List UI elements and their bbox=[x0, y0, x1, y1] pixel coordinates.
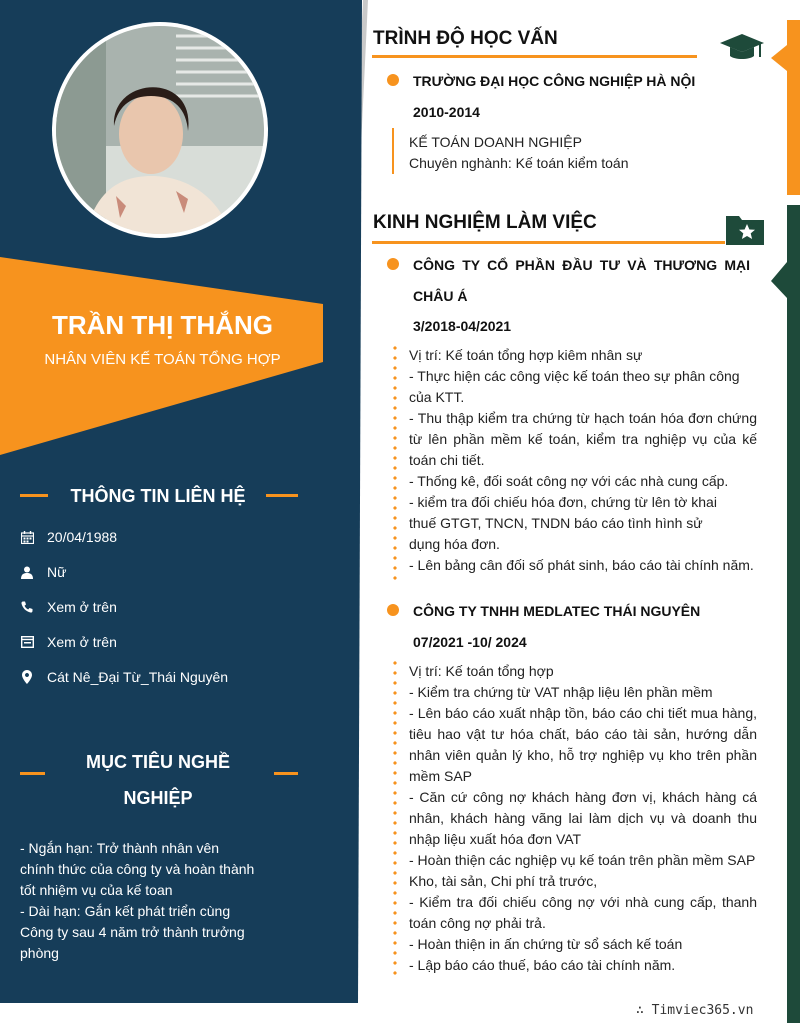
job-line: - Kiểm tra đối chiếu công nợ với nhà cung cấp, thanh bbox=[409, 894, 757, 910]
email-icon bbox=[20, 635, 34, 649]
experience-heading-underline bbox=[372, 241, 725, 244]
job-line: Kho, tài sản, Chi phí trả trước, bbox=[409, 873, 598, 889]
contact-gender bbox=[20, 561, 66, 583]
job-line: toán chi tiết. bbox=[409, 452, 485, 468]
job-description bbox=[409, 345, 757, 576]
calendar-icon bbox=[20, 530, 34, 544]
contact-phone bbox=[20, 596, 117, 618]
experience-heading: KINH NGHIỆM LÀM VIỆC bbox=[373, 212, 597, 233]
career-heading-dash-right bbox=[274, 772, 298, 775]
job-line: - Thống kê, đối soát công nợ với các nhà cung cấp. bbox=[409, 473, 729, 489]
career-heading-line: MỤC TIÊU NGHỀ bbox=[86, 752, 230, 772]
job-bullet bbox=[387, 604, 399, 616]
job-line: toán công nợ phải trả. bbox=[409, 915, 546, 931]
job-line: nhân viên quản lý kho, hỗ trợ nghiệp vụ kho trên phần bbox=[409, 747, 757, 763]
profile-name: TRẦN THỊ THẮNG bbox=[52, 310, 273, 340]
job-period: 3/2018-04/2021 bbox=[413, 318, 512, 334]
job-line: thuế GTGT, TNCN, TNDN báo cáo tình hình sử bbox=[409, 515, 703, 531]
job-line: mềm SAP bbox=[409, 768, 473, 784]
job-line: - Kiểm tra chứng từ VAT nhập liệu lên phần mềm bbox=[409, 684, 713, 700]
job-timeline-dots bbox=[393, 343, 397, 580]
contact-heading-dash-left bbox=[20, 494, 48, 497]
education-years: 2010-2014 bbox=[413, 104, 480, 120]
contact-heading: THÔNG TIN LIÊN HỆ bbox=[70, 486, 246, 506]
career-line: - Ngắn hạn: Trở thành nhân vên bbox=[20, 840, 220, 856]
job-line: tiêu hao vật tư hóa chất, báo cáo tài sản, hướng dẫn bbox=[409, 726, 757, 742]
career-line: tốt nhiệm vụ của kế toan bbox=[20, 882, 173, 898]
career-line: Công ty sau 4 năm trở thành trưởng bbox=[20, 924, 245, 940]
job-bullet bbox=[387, 258, 399, 270]
job-line: - Lên bảng cân đối số phát sinh, báo cáo tài chính năm. bbox=[409, 557, 754, 573]
job-line: nhập liệu xuất hóa đơn VAT bbox=[409, 831, 582, 847]
job-company: CÔNG TY CỔ PHẦN ĐẦU TƯ VÀ THƯƠNG MẠI bbox=[413, 257, 750, 273]
career-heading bbox=[55, 744, 261, 816]
contact-birthdate bbox=[20, 526, 117, 548]
career-line: phòng bbox=[20, 945, 59, 961]
job-line: Vị trí: Kế toán tổng hợp bbox=[409, 663, 554, 679]
education-bullet bbox=[387, 74, 399, 86]
profile-title: NHÂN VIÊN KẾ TOÁN TỔNG HỢP bbox=[44, 351, 281, 368]
contact-text: Nữ bbox=[47, 564, 67, 580]
job-line: - Thực hiện các công việc kế toán theo sự phân công bbox=[409, 368, 740, 384]
contact-address bbox=[20, 666, 228, 688]
career-line: chính thức của công ty và hoàn thành bbox=[20, 861, 255, 877]
job-line: - Hoàn thiện các nghiệp vụ kế toán trên phần mềm SAP bbox=[409, 852, 756, 868]
career-line: - Dài hạn: Gắn kết phát triển cùng bbox=[20, 903, 231, 919]
profile-photo bbox=[56, 26, 264, 234]
job-line: - kiểm tra đối chiếu hóa đơn, chứng từ lên tờ khai bbox=[409, 494, 717, 510]
contact-text: Cát Nê_Đại Từ_Thái Nguyên bbox=[47, 669, 229, 685]
career-objective-text bbox=[20, 838, 270, 964]
avatar bbox=[52, 22, 268, 238]
education-school: TRƯỜNG ĐẠI HỌC CÔNG NGHIỆP HÀ NỘI bbox=[413, 73, 696, 89]
job-company: CÔNG TY TNHH MEDLATEC THÁI NGUYÊN bbox=[413, 603, 701, 619]
contact-text: Xem ở trên bbox=[47, 634, 117, 650]
job-company-cont: CHÂU Á bbox=[413, 288, 468, 304]
education-heading-underline bbox=[372, 55, 697, 58]
career-heading-dash-left bbox=[20, 772, 45, 775]
contact-text: Xem ở trên bbox=[47, 599, 117, 615]
job-line: nhân, khách hàng vãng lai làm dịch vụ và doanh thu bbox=[409, 810, 757, 826]
job-timeline-dots bbox=[393, 658, 397, 976]
education-timeline bbox=[392, 128, 394, 174]
education-degree: KẾ TOÁN DOANH NGHIỆP bbox=[409, 134, 582, 150]
watermark-text: Timviec365.vn bbox=[651, 1003, 754, 1018]
contact-email bbox=[20, 631, 117, 653]
phone-icon bbox=[20, 600, 34, 614]
job-line: Vị trí: Kế toán tổng hợp kiêm nhân sự bbox=[409, 347, 643, 363]
job-line: - Hoàn thiện in ấn chứng từ sổ sách kế toán bbox=[409, 936, 683, 952]
location-icon bbox=[20, 670, 34, 684]
job-line: của KTT. bbox=[409, 389, 465, 405]
job-line: - Căn cứ công nợ khách hàng đơn vị, khách hàng cá bbox=[409, 789, 757, 805]
briefcase-star-icon bbox=[725, 212, 765, 251]
education-heading: TRÌNH ĐỘ HỌC VẤN bbox=[373, 28, 558, 49]
job-description bbox=[409, 661, 757, 976]
graduation-cap-icon bbox=[720, 32, 764, 67]
watermark: ∴ Timviec365.vn bbox=[636, 1003, 754, 1018]
job-line: dụng hóa đơn. bbox=[409, 536, 500, 552]
contact-text: 20/04/1988 bbox=[47, 529, 118, 545]
job-line: - Lập báo cáo thuế, báo cáo tài chính năm. bbox=[409, 957, 676, 973]
education-major: Chuyên nghành: Kế toán kiểm toán bbox=[409, 155, 629, 171]
career-heading-line: NGHIỆP bbox=[123, 788, 193, 808]
job-line: từ lên phần mềm kế toán, kiểm tra nghiệp vụ của kế bbox=[409, 431, 757, 447]
job-line: - Lên báo cáo xuất nhập tồn, báo cáo chi tiết mua hàng, bbox=[409, 705, 757, 721]
user-icon bbox=[20, 565, 34, 579]
job-period: 07/2021 -10/ 2024 bbox=[413, 634, 527, 650]
job-line: - Thu thập kiểm tra chứng từ hạch toán hóa đơn chứng bbox=[409, 410, 757, 426]
contact-heading-dash-right bbox=[266, 494, 298, 497]
